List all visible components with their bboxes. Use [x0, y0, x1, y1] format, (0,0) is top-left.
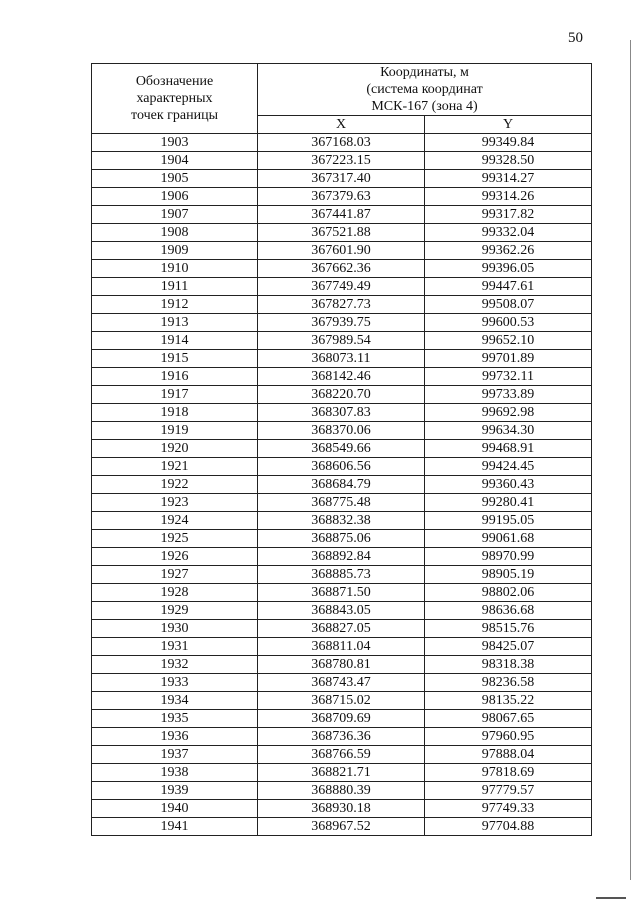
- y-coordinate-cell: 99314.26: [425, 188, 592, 206]
- point-id-cell: 1941: [92, 818, 258, 836]
- x-coordinate-cell: 368549.66: [258, 440, 425, 458]
- y-coordinate-cell: 97818.69: [425, 764, 592, 782]
- table-row: [92, 278, 592, 296]
- x-coordinate-cell: 368811.04: [258, 638, 425, 656]
- x-coordinate-cell: 368871.50: [258, 584, 425, 602]
- y-coordinate-cell: 98236.58: [425, 674, 592, 692]
- point-id-cell: 1924: [92, 512, 258, 530]
- x-coordinate-cell: 368736.36: [258, 728, 425, 746]
- table-row: [92, 818, 592, 836]
- y-coordinate-cell: 98905.19: [425, 566, 592, 584]
- y-coordinate-cell: 97960.95: [425, 728, 592, 746]
- x-coordinate-cell: 368766.59: [258, 746, 425, 764]
- table-row: [92, 242, 592, 260]
- y-coordinate-cell: 99652.10: [425, 332, 592, 350]
- x-coordinate-cell: 368743.47: [258, 674, 425, 692]
- point-id-cell: 1913: [92, 314, 258, 332]
- y-coordinate-cell: 97779.57: [425, 782, 592, 800]
- y-coordinate-cell: 99424.45: [425, 458, 592, 476]
- y-coordinate-cell: 99634.30: [425, 422, 592, 440]
- x-coordinate-cell: 367317.40: [258, 170, 425, 188]
- y-coordinate-cell: 99600.53: [425, 314, 592, 332]
- y-coordinate-cell: 97888.04: [425, 746, 592, 764]
- table-row: [92, 584, 592, 602]
- table-row: [92, 782, 592, 800]
- table-row: [92, 404, 592, 422]
- table-row: [92, 476, 592, 494]
- x-coordinate-cell: 368832.38: [258, 512, 425, 530]
- table-row: [92, 800, 592, 818]
- point-id-cell: 1937: [92, 746, 258, 764]
- point-id-cell: 1906: [92, 188, 258, 206]
- point-header-line: Обозначение: [135, 74, 214, 89]
- x-coordinate-cell: 368843.05: [258, 602, 425, 620]
- y-coordinate-cell: 98425.07: [425, 638, 592, 656]
- point-id-cell: 1939: [92, 782, 258, 800]
- x-coordinate-cell: 367749.49: [258, 278, 425, 296]
- y-coordinate-cell: 99314.27: [425, 170, 592, 188]
- x-coordinate-cell: 367662.36: [258, 260, 425, 278]
- y-coordinate-cell: 98318.38: [425, 656, 592, 674]
- point-id-cell: 1934: [92, 692, 258, 710]
- y-coordinate-cell: 99328.50: [425, 152, 592, 170]
- point-id-cell: 1918: [92, 404, 258, 422]
- x-coordinate-cell: 368073.11: [258, 350, 425, 368]
- table-row: [92, 332, 592, 350]
- x-coordinate-cell: 368885.73: [258, 566, 425, 584]
- x-coordinate-cell: 367441.87: [258, 206, 425, 224]
- y-coordinate-cell: 99396.05: [425, 260, 592, 278]
- point-id-cell: 1903: [92, 134, 258, 152]
- point-id-cell: 1916: [92, 368, 258, 386]
- point-id-cell: 1905: [92, 170, 258, 188]
- point-id-cell: 1914: [92, 332, 258, 350]
- coords-header-line: МСК-167 (зона 4): [371, 99, 478, 114]
- x-coordinate-cell: 368827.05: [258, 620, 425, 638]
- x-coordinate-cell: 368775.48: [258, 494, 425, 512]
- x-coordinate-cell: 368930.18: [258, 800, 425, 818]
- table-row: [92, 206, 592, 224]
- y-coordinate-cell: 99061.68: [425, 530, 592, 548]
- y-coordinate-cell: 99468.91: [425, 440, 592, 458]
- x-coordinate-cell: 368780.81: [258, 656, 425, 674]
- x-coordinate-cell: 368370.06: [258, 422, 425, 440]
- x-coordinate-cell: 368142.46: [258, 368, 425, 386]
- y-coordinate-cell: 98802.06: [425, 584, 592, 602]
- point-id-cell: 1935: [92, 710, 258, 728]
- point-id-cell: 1931: [92, 638, 258, 656]
- table-row: [92, 170, 592, 188]
- table-row: [92, 548, 592, 566]
- y-coordinate-cell: 99732.11: [425, 368, 592, 386]
- y-coordinate-cell: 98515.76: [425, 620, 592, 638]
- table-row: [92, 656, 592, 674]
- point-id-cell: 1917: [92, 386, 258, 404]
- x-coordinate-cell: 367989.54: [258, 332, 425, 350]
- point-id-cell: 1911: [92, 278, 258, 296]
- x-coordinate-cell: 368606.56: [258, 458, 425, 476]
- point-id-cell: 1919: [92, 422, 258, 440]
- point-id-cell: 1904: [92, 152, 258, 170]
- table-row: [92, 494, 592, 512]
- x-coordinate-cell: 368821.71: [258, 764, 425, 782]
- point-id-cell: 1940: [92, 800, 258, 818]
- coordinates-header: [258, 64, 592, 116]
- point-id-cell: 1909: [92, 242, 258, 260]
- table-row: [92, 350, 592, 368]
- table-row: [92, 260, 592, 278]
- coordinates-table: [91, 63, 592, 836]
- x-coordinate-cell: 367223.15: [258, 152, 425, 170]
- point-id-cell: 1930: [92, 620, 258, 638]
- point-header-line: характерных: [136, 91, 213, 106]
- point-id-cell: 1922: [92, 476, 258, 494]
- table-row: [92, 134, 592, 152]
- table-row: [92, 638, 592, 656]
- point-id-cell: 1921: [92, 458, 258, 476]
- y-coordinate-cell: 99349.84: [425, 134, 592, 152]
- y-coordinate-cell: 98636.68: [425, 602, 592, 620]
- y-coordinate-cell: 99447.61: [425, 278, 592, 296]
- point-designation-header: [92, 64, 258, 134]
- point-id-cell: 1910: [92, 260, 258, 278]
- x-coordinate-cell: 368709.69: [258, 710, 425, 728]
- point-id-cell: 1932: [92, 656, 258, 674]
- point-id-cell: 1936: [92, 728, 258, 746]
- table-row: [92, 746, 592, 764]
- x-coordinate-cell: 367601.90: [258, 242, 425, 260]
- y-coordinate-cell: 97704.88: [425, 818, 592, 836]
- table-row: [92, 440, 592, 458]
- point-id-cell: 1923: [92, 494, 258, 512]
- y-coordinate-cell: 99360.43: [425, 476, 592, 494]
- point-id-cell: 1908: [92, 224, 258, 242]
- table-header: [92, 64, 592, 134]
- x-coordinate-cell: 367939.75: [258, 314, 425, 332]
- x-coordinate-cell: 368715.02: [258, 692, 425, 710]
- table-row: [92, 692, 592, 710]
- point-id-cell: 1928: [92, 584, 258, 602]
- y-coordinate-cell: 97749.33: [425, 800, 592, 818]
- table-row: [92, 764, 592, 782]
- x-coordinate-cell: 368875.06: [258, 530, 425, 548]
- y-coordinate-cell: 99701.89: [425, 350, 592, 368]
- scan-edge-line: [630, 40, 631, 880]
- table-row: [92, 728, 592, 746]
- x-coordinate-cell: 368220.70: [258, 386, 425, 404]
- point-id-cell: 1929: [92, 602, 258, 620]
- point-id-cell: 1926: [92, 548, 258, 566]
- table-row: [92, 314, 592, 332]
- page-number: 50: [568, 30, 583, 46]
- table-row: [92, 602, 592, 620]
- point-id-cell: 1912: [92, 296, 258, 314]
- point-id-cell: 1933: [92, 674, 258, 692]
- table-row: [92, 710, 592, 728]
- y-coordinate-cell: 99332.04: [425, 224, 592, 242]
- table-row: [92, 224, 592, 242]
- table-row: [92, 458, 592, 476]
- y-coordinate-cell: 99692.98: [425, 404, 592, 422]
- y-coordinate-cell: 98067.65: [425, 710, 592, 728]
- point-id-cell: 1907: [92, 206, 258, 224]
- point-id-cell: 1927: [92, 566, 258, 584]
- x-coordinate-cell: 367379.63: [258, 188, 425, 206]
- table-row: [92, 674, 592, 692]
- point-id-cell: 1925: [92, 530, 258, 548]
- table-row: [92, 422, 592, 440]
- y-coordinate-cell: 99195.05: [425, 512, 592, 530]
- point-id-cell: 1938: [92, 764, 258, 782]
- y-coordinate-cell: 98970.99: [425, 548, 592, 566]
- point-header-line: точек границы: [131, 108, 218, 123]
- x-coordinate-cell: 367827.73: [258, 296, 425, 314]
- table-row: [92, 620, 592, 638]
- y-coordinate-cell: 99508.07: [425, 296, 592, 314]
- y-coordinate-cell: 99362.26: [425, 242, 592, 260]
- y-coordinate-cell: 98135.22: [425, 692, 592, 710]
- y-column-header: Y: [425, 116, 592, 134]
- y-coordinate-cell: 99733.89: [425, 386, 592, 404]
- y-coordinate-cell: 99317.82: [425, 206, 592, 224]
- x-coordinate-cell: 368307.83: [258, 404, 425, 422]
- coords-header-line: (система координат: [366, 82, 483, 97]
- coords-header-line: Координаты, м: [380, 65, 469, 80]
- x-coordinate-cell: 368892.84: [258, 548, 425, 566]
- scan-corner-mark: [596, 897, 626, 899]
- point-id-cell: 1920: [92, 440, 258, 458]
- x-coordinate-cell: 368880.39: [258, 782, 425, 800]
- x-column-header: X: [258, 116, 425, 134]
- table-row: [92, 512, 592, 530]
- y-coordinate-cell: 99280.41: [425, 494, 592, 512]
- table-row: [92, 386, 592, 404]
- table-row: [92, 152, 592, 170]
- table-body: [92, 134, 592, 836]
- x-coordinate-cell: 367168.03: [258, 134, 425, 152]
- x-coordinate-cell: 368684.79: [258, 476, 425, 494]
- table-row: [92, 188, 592, 206]
- x-coordinate-cell: 367521.88: [258, 224, 425, 242]
- table-row: [92, 530, 592, 548]
- table-row: [92, 296, 592, 314]
- table-row: [92, 566, 592, 584]
- table-row: [92, 368, 592, 386]
- x-coordinate-cell: 368967.52: [258, 818, 425, 836]
- point-id-cell: 1915: [92, 350, 258, 368]
